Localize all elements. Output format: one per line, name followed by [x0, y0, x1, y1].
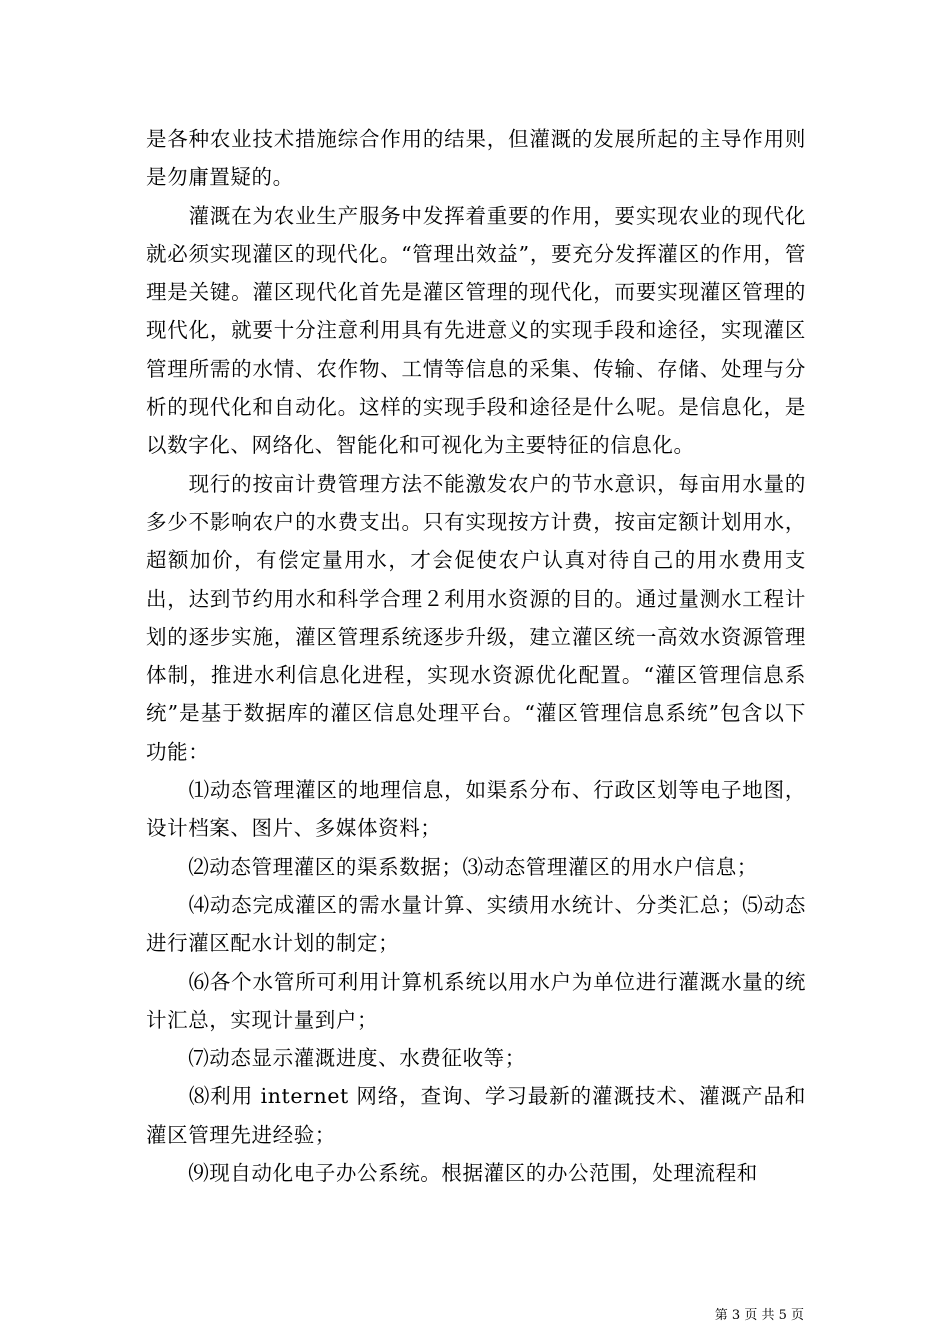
- paragraph: ⑺动态显示灌溉进度、水费征收等；: [146, 1046, 526, 1071]
- paragraph: 灌溉在为农业生产服务中发挥着重要的作用，要实现农业的现代化就必须实现灌区的现代化。“管理出效益”，要充分发挥灌区的作用，管理是关键。灌区现代化首先是灌区管理的现代化，而要实现灌区管理的现代化，就要十分注意利用具有先进意义的实现手段和途径，实现灌区管理所需的水情、农作物、工情等信息的采集、传输、存储、处理与分析的现代化和自动化。这样的实现手段和途径是什么呢。是信息化，是以数字化、网络化、智能化和可视化为主要特征的信息化。: [146, 203, 806, 458]
- paragraph: ⑼现自动化电子办公系统。根据灌区的办公范围，处理流程和: [146, 1161, 758, 1186]
- paragraph: 是各种农业技术措施综合作用的结果，但灌溉的发展所起的主导作用则是勿庸置疑的。: [146, 127, 806, 190]
- paragraph: ⑵动态管理灌区的渠系数据；⑶动态管理灌区的用水户信息；: [146, 854, 758, 879]
- paragraph: ⑴动态管理灌区的地理信息，如渠系分布、行政区划等电子地图，设计档案、图片、多媒体资料；: [146, 778, 806, 841]
- paragraph: 现行的按亩计费管理方法不能激发农户的节水意识，每亩用水量的多少不影响农户的水费支出。只有实现按方计费，按亩定额计划用水，超额加价，有偿定量用水，才会促使农户认真对待自己的用水费用支出，达到节约用水和科学合理２利用水资源的目的。通过量测水工程计划的逐步实施，灌区管理系统逐步升级，建立灌区统一高效水资源管理体制，推进水利信息化进程，实现水资源优化配置。“灌区管理信息系统”是基于数据库的灌区信息处理平台。“灌区管理信息系统”包含以下功能：: [146, 471, 806, 764]
- paragraph: ⑻利用 internet 网络，查询、学习最新的灌溉技术、灌溉产品和灌区管理先进经验；: [146, 1084, 806, 1147]
- paragraph: ⑷动态完成灌区的需水量计算、实绩用水统计、分类汇总；⑸动态进行灌区配水计划的制定；: [146, 892, 806, 956]
- body-text: [146, 120, 806, 1192]
- paragraph: ⑹各个水管所可利用计算机系统以用水户为单位进行灌溉水量的统计汇总，实现计量到户；: [146, 969, 806, 1032]
- page-number: 第 3 页 共 5 页: [714, 1308, 804, 1323]
